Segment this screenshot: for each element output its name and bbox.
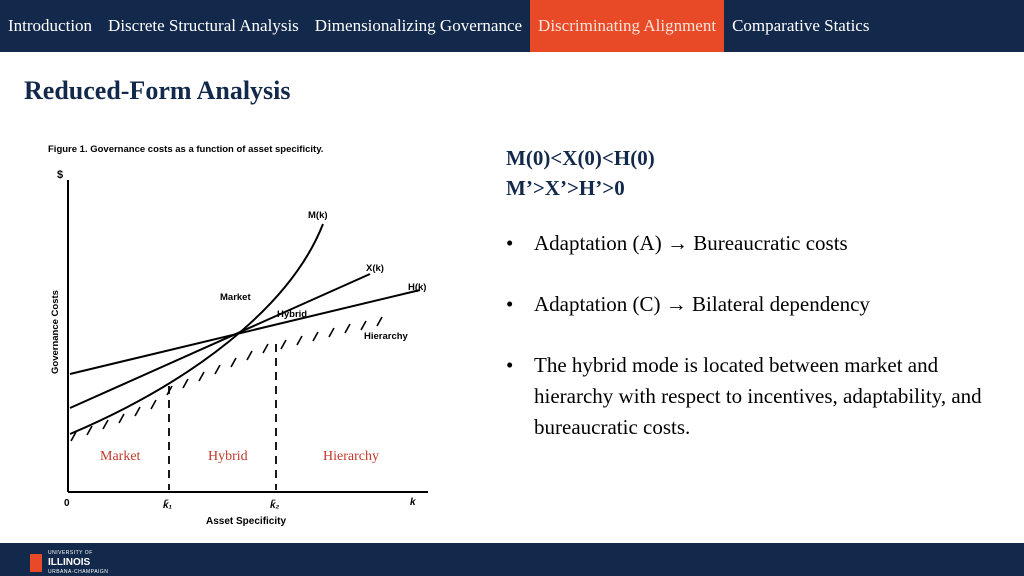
hierarchy-inner-label: Hierarchy <box>364 331 408 342</box>
k1-label: k̄₁ <box>163 500 173 511</box>
bullet-item <box>506 289 986 320</box>
governance-cost-figure <box>40 138 440 534</box>
x-end-label: k <box>410 497 416 508</box>
bullet-item <box>506 350 986 443</box>
region-label-hierarchy: Hierarchy <box>323 449 379 464</box>
logo-small-top: UNIVERSITY OF <box>48 550 93 556</box>
top-navigation <box>0 0 1024 52</box>
origin-label: 0 <box>64 498 70 509</box>
bullet-list <box>506 228 986 473</box>
hybrid-curve-label: X(k) <box>366 263 384 274</box>
logo-wordmark <box>48 549 108 576</box>
bullet-text: Adaptation (C) → Bilateral dependency <box>534 292 870 316</box>
hybrid-inner-label: Hybrid <box>277 309 308 320</box>
formula-block <box>506 143 655 203</box>
bullet-text: Adaptation (A) → Bureaucratic costs <box>534 231 848 255</box>
bullet-dot: • <box>506 353 514 377</box>
formula-line-1: M(0)<X(0)<H(0) <box>506 146 655 170</box>
tab-introduction[interactable]: Introduction <box>8 16 93 35</box>
y-axis-label: Governance Costs <box>50 290 61 374</box>
illinois-i-icon <box>30 554 42 572</box>
hierarchy-curve-label: H(k) <box>408 282 427 293</box>
figure-caption: Figure 1. Governance costs as a function of asset specificity. <box>48 144 324 155</box>
x-axis-label: Asset Specificity <box>206 516 287 527</box>
tab-discriminating-alignment[interactable]: Discriminating Alignment <box>530 0 724 52</box>
market-curve-label: M(k) <box>308 210 328 221</box>
university-logo <box>30 549 108 576</box>
bullet-item <box>506 228 986 259</box>
tab-comparative-statics[interactable]: Comparative Statics <box>732 16 870 35</box>
tab-discrete-structural-analysis[interactable]: Discrete Structural Analysis <box>108 16 299 35</box>
formula-line-2: M’>X’>H’>0 <box>506 176 625 200</box>
region-label-market: Market <box>100 449 141 464</box>
page-title: Reduced-Form Analysis <box>24 76 291 105</box>
y-axis-symbol: $ <box>57 169 64 181</box>
k2-label: k̄₂ <box>270 500 280 511</box>
bullet-text: The hybrid mode is located between market and hierarchy with respect to incentives, adaptability, and bureaucratic costs. <box>534 353 982 439</box>
market-inner-label: Market <box>220 292 251 303</box>
footer-bar <box>0 543 1024 576</box>
bullet-dot: • <box>506 231 514 255</box>
tab-dimensionalizing-governance[interactable]: Dimensionalizing Governance <box>314 16 523 35</box>
logo-main: ILLINOIS <box>48 557 91 568</box>
market-curve <box>70 224 323 434</box>
region-label-hybrid: Hybrid <box>208 449 248 464</box>
bullet-dot: • <box>506 292 514 316</box>
logo-small-bottom: URBANA-CHAMPAIGN <box>48 569 109 575</box>
